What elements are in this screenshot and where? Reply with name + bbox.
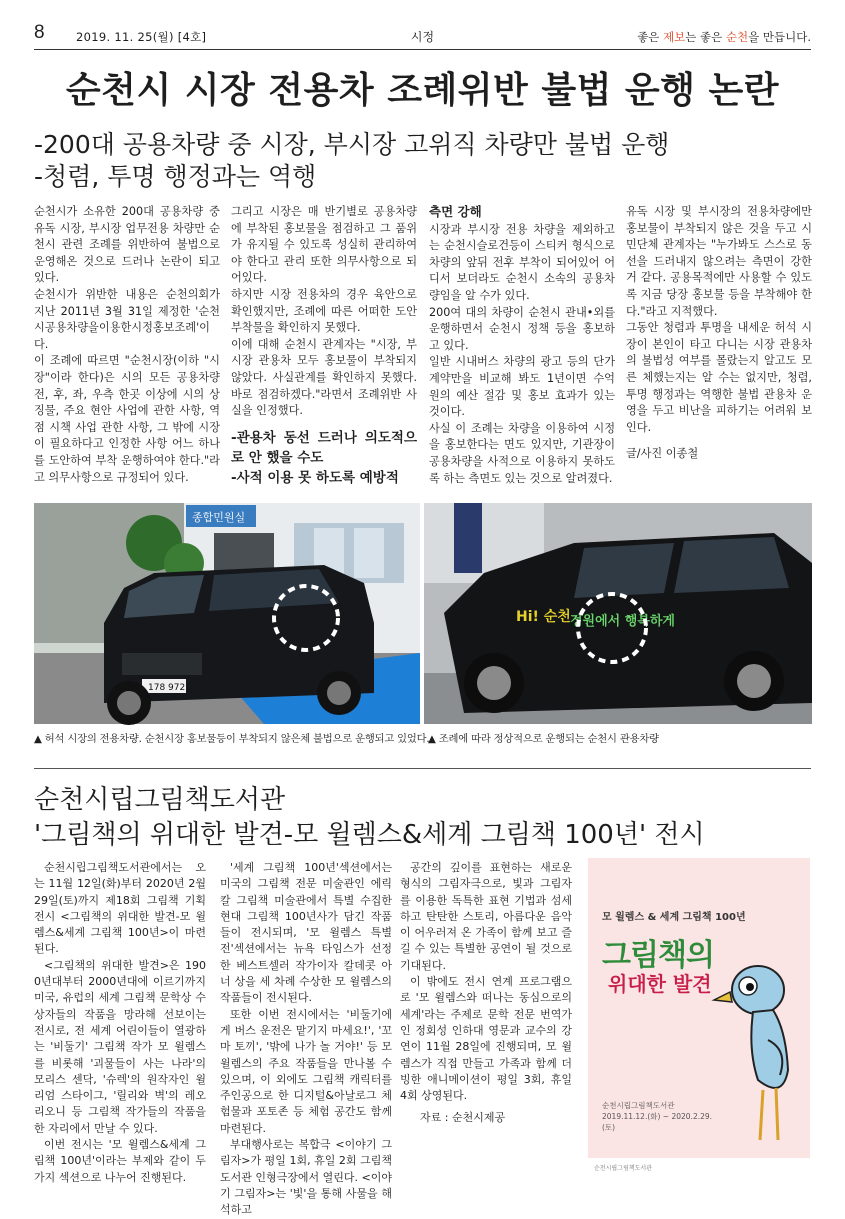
article1-inner-subhead: -관용차 동선 드러나 의도적으로 안 했을 수도 -사적 이용 못 하도록 예방적 — [231, 429, 417, 486]
caption-photo1: ▲ 허석 시장의 전용차량. 순천시장 홍보물등이 부착되지 않은체 불법으로 운행되고 있었다. — [34, 733, 430, 745]
article1-body — [34, 204, 811, 494]
article1-subheads — [34, 129, 669, 193]
sticker-slogan: 정원에서 행복하게 — [570, 614, 675, 629]
photo-mayor-car — [34, 503, 420, 724]
issue-date: 2019. 11. 25(월) [4호] — [76, 30, 207, 44]
photo-regular-car — [424, 503, 812, 724]
article2-headline2: '그림책의 위대한 발견-모 윌렘스&세계 그림책 100년' 전시 — [34, 820, 705, 850]
section-divider — [34, 768, 811, 769]
poster-title-1: 그림책의 — [602, 938, 714, 973]
page-number: 8 — [34, 22, 45, 43]
exhibition-poster — [588, 858, 810, 1176]
article1-col1: 순천시가 소유한 200대 공용차량 중 유독 시장, 부시장 업무전용 차량만 순천시 관련 조례를 위반하여 불법으로 운영해온 것으로 드러나 논란이 되고 있다. 순천시가 위반한 내용은 순천의회가 지난 2011년 3월 31일 제정한 '순천시공용차량을이용한시정홍보조례'이다. 이 조례에 따르면 "순천시장(이하 "시장"이라 한다)은 시의 모든 공용차량 전, 후, 좌, 우측 한곳 이상에 시의 상징물, 주요 현안 사업에 관한 사항, 역점 시책 사업 관한 사항, 그 밖에 시장이 필요하다고 인정한 사항 어느 하나를 도안하여 부착 운행하여야 한다."라고 의무사항으로 규정되어 있다. — [34, 205, 220, 484]
page-header — [34, 24, 811, 50]
article1-headline: 순천시 시장 전용차 조례위반 불법 운행 논란 — [65, 70, 780, 111]
sticker-logo: Hi! 순천 — [516, 609, 571, 625]
building-sign: 종합민원실 — [192, 511, 246, 524]
article1-col2: 그리고 시장은 매 반기별로 공용차량에 부착된 홍보물을 점검하고 그 품위가 유지될 수 있도록 성실히 관리하여야 한다고 관리 또한 의무사항으로 되어있다. 하지만 시장 전용차의 경우 육안으로 확인했지만, 조례에 따른 어떠한 도안 부착물을 확인하지 못했다. 이에 대해 순천시 관계자는 "시장, 부시장 관용차 모두 홍보물이 부착되지 않았다. 사실관계를 확인하지 못했다. 바로 점검하겠다."라면서 조례위반 사실을 인정했다. -관용차 동선 드러나 의도적으로 안 했을 수도 -사적 이용 못 하도록 예방적 — [231, 205, 417, 486]
article1-col4: 유독 시장 및 부시장의 전용차량에만 홍보물이 부착되지 않은 것을 두고 시민단체 관계자는 "누가봐도 스스로 동선을 드러내지 않으려는 측면이 강한 거 같다. 공용목적에만 사용할 수 있도록 지금 당장 홍보물 등을 부착해야 한다."라고 지적했다. 그동안 청렴과 투명을 내세운 허석 시장이 본인이 타고 다니는 시장 관용차의 불법성 여부를 몰랐는지 알고도 모른 체했는지는 알 수는 없지만, 청렴, 투명 행정과는 역행한 불법 관용차 운영을 두고 비난을 피하기는 어려워 보인다. 글/사진 이종철 — [626, 204, 812, 494]
article1-col3-head: 측면 강해 — [429, 204, 482, 219]
poster-top-line: 모 윌렘스 & 세계 그림책 100년 — [602, 912, 746, 923]
license-plate: 178 9721 — [148, 683, 191, 693]
poster-title-2: 위대한 발견 — [608, 972, 712, 996]
article2-col1: 순천시립그림책도서관에서는 오는 11월 12일(화)부터 2020년 2월 29일(토)까지 제18회 그림책 기획전시 <그림책의 위대한 발견-모 윌렘스&세계 그림책 100년>이 마련된다. <그림책의 위대한 발견>은 1900년대부터 2000년대에 이르기까지 미국, 유럽의 세계 그림책 문학상 수상자들의 작품을 망라해 선보이는 전시로, 전 세계 어린이들이 열광하는 '비둘기' 그림책 작가 모 윌렘스를 비롯해 '괴물들이 사는 나라'의 모리스 센닥, '슈렉'의 원작자인 윌리엄 스타이그, '릴리와 벽'의 레오 리오니 등 그림책 작가들의 작품을 한 자리에서 만날 수 있다. 이번 전시는 '모 윌렘스&세계 그림책 100년'이라는 부제와 같이 두 가지 섹션으로 나누어 진행된다. — [34, 861, 206, 1184]
poster-footer: 순천시립그림책도서관 — [588, 1158, 810, 1176]
article1-sub2: -청렴, 투명 행정과는 역행 — [34, 162, 317, 191]
poster-info: 순천시립그림책도서관 2019.11.12.(화) ~ 2020.2.29.(토) — [602, 1101, 713, 1132]
article2-col2: '세계 그림책 100년'섹션에서는 미국의 그림책 전문 미술관인 에릭 칼 그림책 미술관에서 특별 수집한 현대 그림책 100년사가 담긴 작품들이 전시되며, '모 윌렘스 특별전'섹션에서는 뉴욕 타임스가 선정한 베스트셀러 작가이자 칼데콧 아너 상을 세 차례 수상한 모 윌렘스의 작품들이 전시된다. 또한 이번 전시에서는 '비둘기에게 버스 운전은 맡기지 마세요!', '꼬마 토끼', '밖에 나가 놀 거야!' 등 모 윌렘스의 주요 작품들을 만나볼 수 있으며, 이 외에도 그림책 캐릭터를 주인공으로 한 디지털&아날로그 체험물과 포토존 등 체험 공간도 함께 마련된다. 부대행사로는 복합극 <이야기 그림자>가 평일 1회, 휴일 2회 그림책도서관 인형극장에서 열린다. <이야기 그림자>는 '빛'을 통해 사물을 해석하고 — [220, 861, 392, 1217]
article1-sub1: -200대 공용차량 중 시장, 부시장 고위직 차량만 불법 운행 — [34, 130, 670, 159]
article1-col3: 측면 강해 시장과 부시장 전용 차량을 제외하고는 순천시슬로건등이 스티커 형식으로 차량의 앞뒤 전후 부착이 되어있어 어디서 보더라도 순천시 소속의 공용차량임을 알 수가 있다. 200여 대의 차량이 순천시 관내•외를 운행하면서 순천시 정책 등을 홍보하고 있다. 일반 시내버스 차량의 광고 등의 단가 계약만을 비교해 봐도 1년이면 수억 원의 예산 절감 및 홍보 효과가 있는 것이다. 사실 이 조례는 차량을 이용하여 시정을 홍보한다는 면도 있지만, 기관장이 공용차량을 사적으로 이용하지 못하도록 하는 측면도 있는 것으로 알려졌다. — [429, 204, 615, 485]
caption-photo2: ▲ 조례에 따라 정상적으로 운행되는 순천시 관용차량 — [428, 733, 659, 745]
pigeon-illustration — [708, 950, 808, 1150]
section-name: 시정 — [410, 30, 435, 44]
article2-col3: 공간의 깊이를 표현하는 새로운 형식의 그림자극으로, 빛과 그림자를 이용한 독특한 표현 기법과 섬세하고 탄탄한 스토리, 아름다운 음악이 어우러져 온 가족이 함께 보고 즐길 수 있는 특별한 공연이 될 것으로 기대된다. 이 밖에도 전시 연계 프로그램으로 '모 윌렘스와 떠나는 동심으로의 세계'라는 주제로 문학 전문 번역가인 정회성 인하대 영문과 교수의 강연이 11월 28일에 진행되며, 모 윌렘스가 직접 만들고 가족과 함께 더빙한 애니메이션이 평일 3회, 휴일 4회 상영된다. 자료 : 순천시제공 — [400, 860, 572, 1180]
byline: 글/사진 이종철 — [626, 447, 699, 461]
slogan: 좋은 제보는 좋은 순천을 만듭니다. — [637, 30, 811, 44]
article2-headline1: 순천시립그림책도서관 — [34, 785, 286, 815]
article2-source: 자료 : 순천시제공 — [420, 1111, 506, 1125]
